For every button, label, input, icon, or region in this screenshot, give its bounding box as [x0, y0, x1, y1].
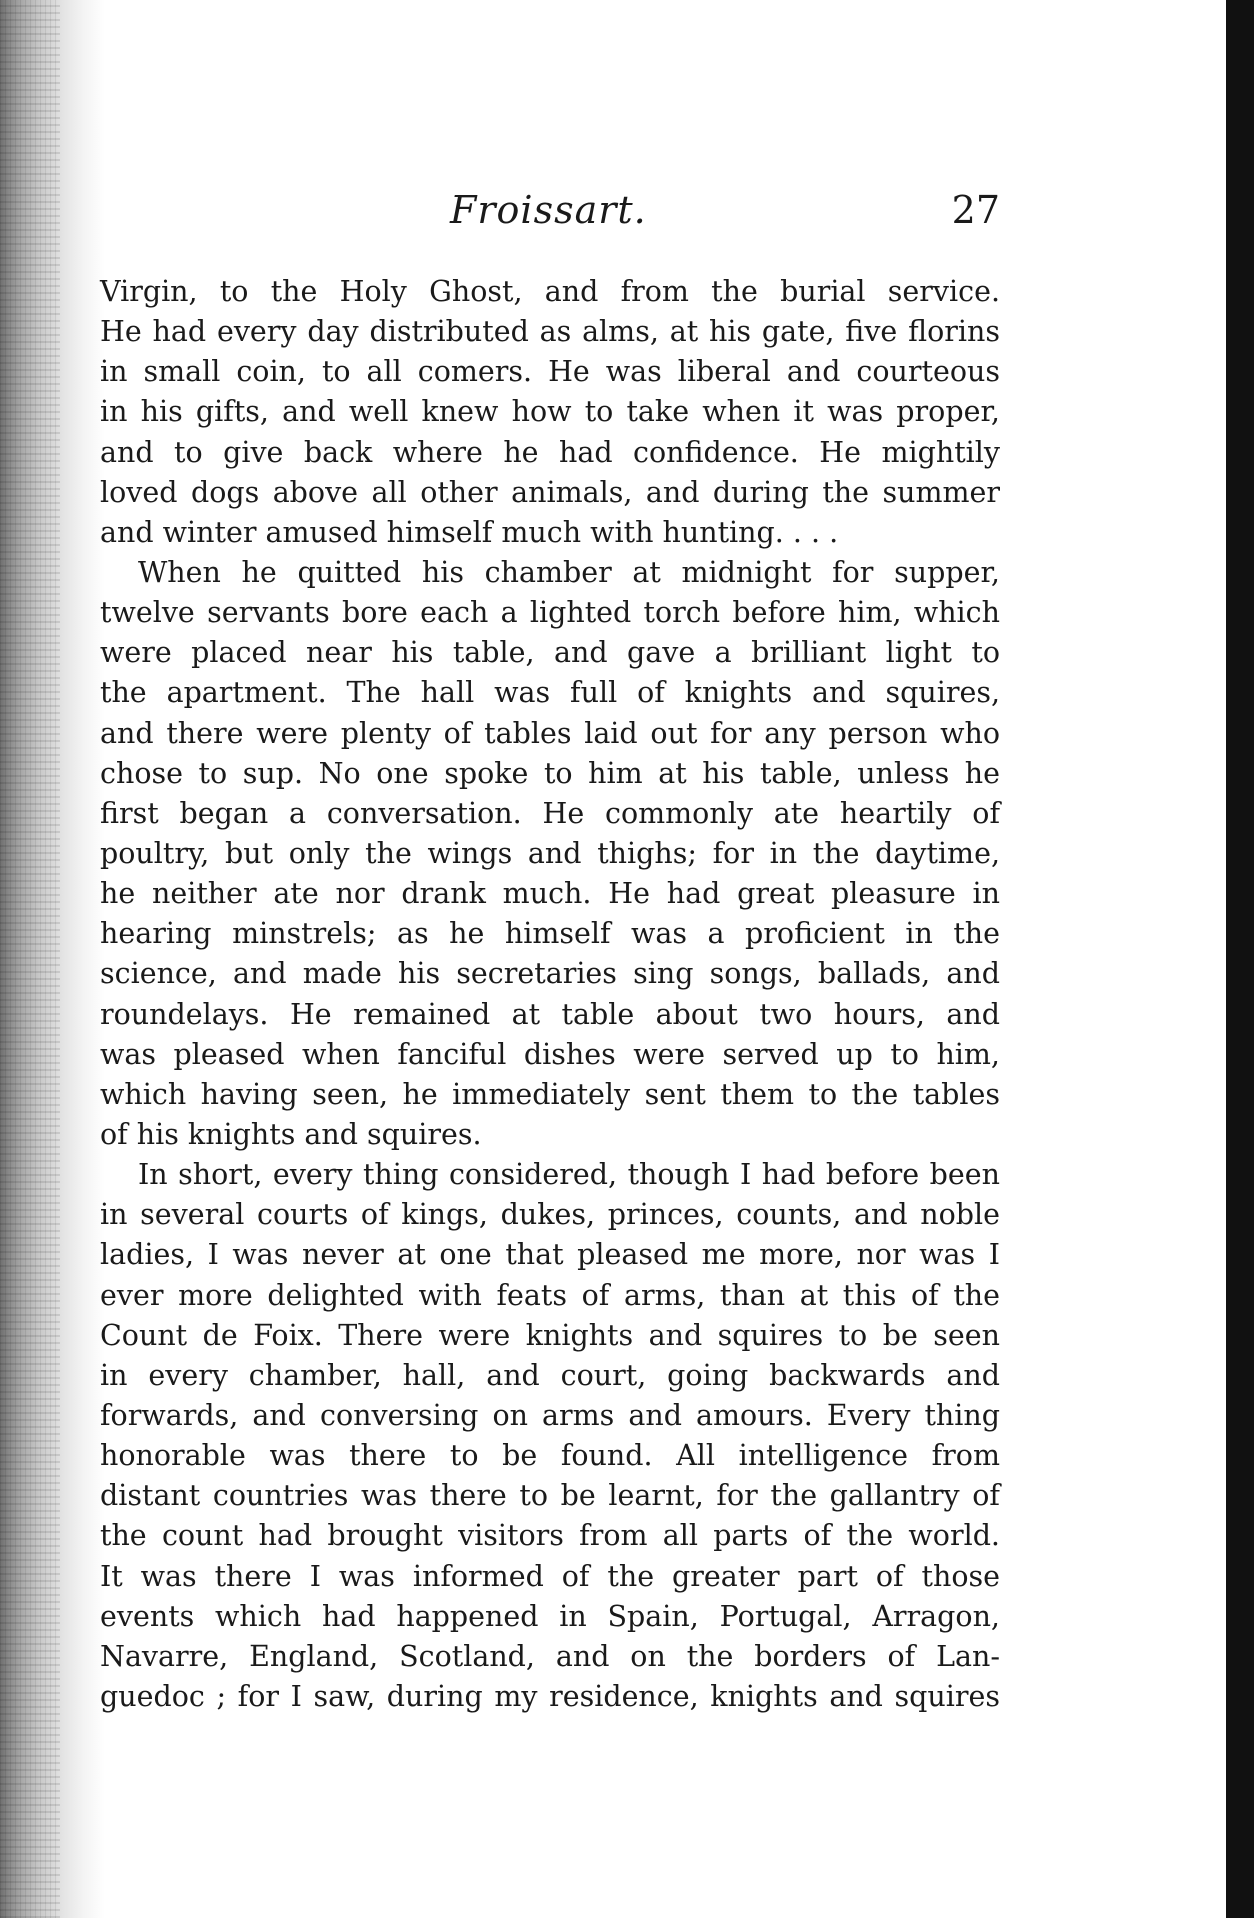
- binding-texture: [0, 0, 60, 1918]
- text-line: chose to sup. No one spoke to him at his table, unless he: [100, 756, 1000, 790]
- text-line: and there were plenty of tables laid out for any person who: [100, 716, 1000, 750]
- page-edge-bar: [1226, 0, 1254, 1918]
- running-head: [100, 188, 1000, 248]
- text-line: in small coin, to all comers. He was liberal and courteous: [100, 355, 1000, 389]
- page-number: 27: [951, 188, 1000, 232]
- text-line: poultry, but only the wings and thighs; for in the daytime,: [100, 836, 1000, 870]
- running-title: Froissart.: [450, 188, 647, 232]
- text-line: loved dogs above all other animals, and during the summer: [100, 475, 1000, 509]
- text-line: distant countries was there to be learnt, for the gallantry of: [100, 1479, 1000, 1513]
- text-line: ever more delighted with feats of arms, than at this of the: [100, 1278, 1000, 1312]
- text-line: roundelays. He remained at table about two hours, and: [100, 997, 1000, 1031]
- text-line: hearing minstrels; as he himself was a proficient in the: [100, 917, 1000, 951]
- text-line: first began a conversation. He commonly ate heartily of: [100, 796, 1000, 830]
- body-text: [100, 272, 1000, 1717]
- text-line: It was there I was informed of the greater part of those: [100, 1559, 1000, 1593]
- text-line: twelve servants bore each a lighted torch before him, which: [100, 596, 1000, 630]
- text-line: the count had brought visitors from all parts of the world.: [100, 1519, 1000, 1553]
- text-line: in several courts of kings, dukes, princes, counts, and noble: [100, 1198, 1000, 1232]
- text-line: and winter amused himself much with hunting. . . .: [100, 515, 839, 549]
- text-line: Navarre, England, Scotland, and on the borders of Lan-: [100, 1639, 1000, 1673]
- text-line: in every chamber, hall, and court, going backwards and: [100, 1358, 1000, 1392]
- text-line: of his knights and squires.: [100, 1117, 482, 1151]
- text-line: were placed near his table, and gave a brilliant light to: [100, 636, 1000, 670]
- text-line: in his gifts, and well knew how to take when it was proper,: [100, 395, 1000, 429]
- text-line: ladies, I was never at one that pleased me more, nor was I: [100, 1238, 1000, 1272]
- text-line: science, and made his secretaries sing songs, ballads, and: [100, 957, 1000, 991]
- text-line: forwards, and conversing on arms and amours. Every thing: [100, 1398, 1000, 1432]
- text-line: Count de Foix. There were knights and squires to be seen: [100, 1318, 1000, 1352]
- text-line: In short, every thing considered, though I had before been: [138, 1158, 1000, 1192]
- text-line: the apartment. The hall was full of knights and squires,: [100, 676, 1000, 710]
- text-line: events which had happened in Spain, Portugal, Arragon,: [100, 1599, 1000, 1633]
- text-line: He had every day distributed as alms, at his gate, five florins: [100, 315, 1000, 349]
- text-line: was pleased when fanciful dishes were served up to him,: [100, 1037, 1000, 1071]
- text-line: guedoc ; for I saw, during my residence, knights and squires: [100, 1679, 1000, 1713]
- text-line: When he quitted his chamber at midnight for supper,: [138, 555, 1000, 589]
- text-line: Virgin, to the Holy Ghost, and from the burial service.: [100, 275, 1000, 308]
- text-line: honorable was there to be found. All intelligence from: [100, 1439, 1000, 1473]
- text-line: he neither ate nor drank much. He had great pleasure in: [100, 877, 1000, 911]
- text-line: and to give back where he had confidence. He mightily: [100, 435, 1000, 469]
- text-line: which having seen, he immediately sent them to the tables: [100, 1077, 1000, 1111]
